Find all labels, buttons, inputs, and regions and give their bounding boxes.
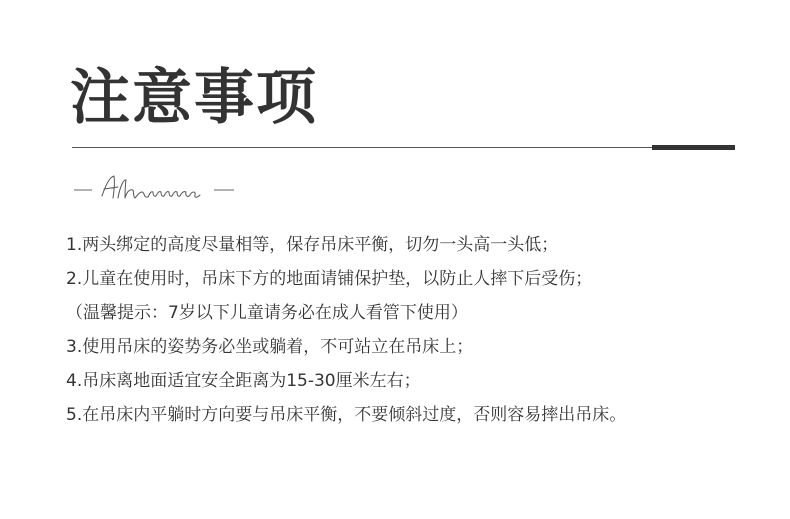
notes-list <box>66 228 626 432</box>
note-item: 1.两头绑定的高度尽量相等，保存吊床平衡，切勿一头高一头低； <box>66 235 559 255</box>
note-item: （温馨提示：7岁以下儿童请务必在成人看管下使用） <box>66 303 468 323</box>
page-title: 注意事项 <box>70 63 318 133</box>
signature-script <box>70 172 240 206</box>
note-item: 4.吊床离地面适宜安全距离为15-30厘米左右； <box>66 371 421 391</box>
note-item: 5.在吊床内平躺时方向要与吊床平衡，不要倾斜过度，否则容易摔出吊床。 <box>66 405 627 425</box>
title-divider-accent <box>652 145 735 150</box>
title-divider-line <box>72 147 657 148</box>
note-item: 3.使用吊床的姿势务必坐或躺着，不可站立在吊床上； <box>66 337 474 357</box>
note-item: 2.儿童在使用时，吊床下方的地面请铺保护垫，以防止人摔下后受伤； <box>66 269 593 289</box>
